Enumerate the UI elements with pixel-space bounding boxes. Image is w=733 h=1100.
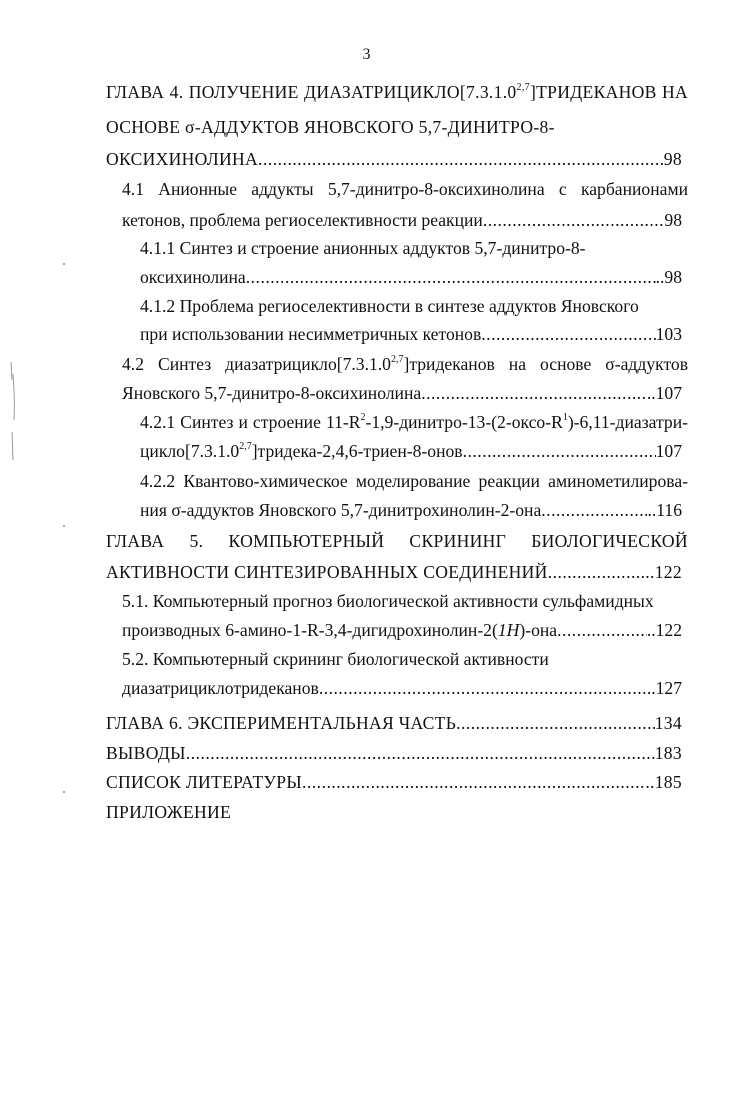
toc-section-4-1-1-line-1[interactable]: 4.1.1 Синтез и строение анионных аддуктов 5,7-динитро-8- xyxy=(140,238,586,258)
dot-leader xyxy=(541,499,647,521)
page-ref: ..116 xyxy=(647,500,682,520)
page-ref: ..127 xyxy=(646,678,682,698)
toc-chapter-4-line-1[interactable]: ГЛАВА 4. ПОЛУЧЕНИЕ ДИАЗАТРИЦИКЛО[7.3.1.0$^{2,7}$]ТРИДЕКАНОВ НА xyxy=(106,82,688,102)
dot-leader xyxy=(463,440,656,462)
toc-section-4-2-line-2[interactable]: Яновского 5,7-динитро-8-оксихинолина ..... ..107 xyxy=(122,382,682,404)
dot-leader xyxy=(548,561,641,583)
page-ref: ..122 xyxy=(646,620,682,640)
toc-section-4-1-1-line-2[interactable]: оксихинолина ..... ..98 xyxy=(140,266,682,288)
toc-section-4-2-2-line-1[interactable]: 4.2.2 Квантово-химическое моделирование реакции аминометилирова- xyxy=(140,471,688,491)
toc-conclusions[interactable]: ВЫВОДЫ ..... 183 xyxy=(106,742,682,764)
page-number: 3 xyxy=(362,46,371,63)
dot-leader xyxy=(258,148,664,170)
dot-leader xyxy=(557,619,647,641)
toc-section-5-1-line-2[interactable]: производных 6-амино-1-R-3,4-дигидрохинолин-2(1H)-она ..... ..122 xyxy=(122,619,682,641)
scan-artifact-dot xyxy=(62,262,66,266)
toc-chapter-4-line-2[interactable]: ОСНОВЕ σ-АДДУКТОВ ЯНОВСКОГО 5,7-ДИНИТРО-8- xyxy=(106,117,555,137)
toc-chapter-4-line-3[interactable]: ОКСИХИНОЛИНА ..... 98 xyxy=(106,148,682,170)
page-ref: 98 xyxy=(664,210,682,230)
page-ref: 98 xyxy=(663,149,682,169)
toc-references[interactable]: СПИСОК ЛИТЕРАТУРЫ ..... ..185 xyxy=(106,771,682,793)
dot-leader xyxy=(319,677,647,699)
page-ref: ..98 xyxy=(655,267,682,287)
toc-chapter-5-line-1[interactable]: ГЛАВА 5. КОМПЬЮТЕРНЫЙ СКРИНИНГ БИОЛОГИЧЕСКОЙ xyxy=(106,531,688,551)
dot-leader xyxy=(186,742,655,764)
scan-artifact-marks xyxy=(6,360,20,470)
toc-section-4-2-1-line-1[interactable]: 4.2.1 Синтез и строение $11-R^2-1,9-динитро-13-(2-оксо-R^1)-6,11-диазатри-$ xyxy=(140,412,688,432)
dot-leader xyxy=(421,382,647,404)
page-ref: 107 xyxy=(655,441,682,461)
scan-artifact-dot xyxy=(62,790,66,794)
toc-section-5-1-line-1[interactable]: 5.1. Компьютерный прогноз биологической активности сульфамидных xyxy=(122,591,654,611)
toc-chapter-6[interactable]: ГЛАВА 6. ЭКСПЕРИМЕНТАЛЬНАЯ ЧАСТЬ ..... 134 xyxy=(106,712,682,734)
page-ref: ...122 xyxy=(640,562,682,582)
page-ref: 183 xyxy=(654,743,682,763)
toc-section-4-1-2-line-1[interactable]: 4.1.2 Проблема региоселективности в синтезе аддуктов Яновского xyxy=(140,296,639,316)
toc-section-5-2-line-2[interactable]: диазатрициклотридеканов ..... ..127 xyxy=(122,677,682,699)
toc-section-4-2-line-1[interactable]: 4.2 Синтез диазатрицикло[7.3.1.0$^{2,7}$]тридеканов на основе σ-аддуктов xyxy=(122,354,688,374)
toc-section-4-1-line-1[interactable]: 4.1 Анионные аддукты 5,7-динитро-8-оксихинолина с карбанионами xyxy=(122,179,688,199)
toc-section-4-1-2-line-2[interactable]: при использовании несимметричных кетонов ..... 103 xyxy=(140,323,682,345)
dot-leader xyxy=(456,712,655,734)
scan-artifact-dot xyxy=(62,524,66,528)
dot-leader xyxy=(483,209,665,231)
dot-leader xyxy=(246,266,656,288)
dot-leader xyxy=(481,323,655,345)
page-ref: ..107 xyxy=(646,383,682,403)
page-ref: ..185 xyxy=(645,772,682,792)
toc-section-4-2-1-line-2[interactable]: цикло[7.3.1.0$^{2,7}$]тридека-2,4,6-триен-8-онов ..... 107 xyxy=(140,440,682,462)
toc-section-4-1-line-2[interactable]: кетонов, проблема региоселективности реакции ..... 98 xyxy=(122,209,682,231)
toc-appendix[interactable]: ПРИЛОЖЕНИЕ xyxy=(106,802,232,822)
dot-leader xyxy=(302,771,645,793)
toc-section-4-2-2-line-2[interactable]: ния σ-аддуктов Яновского 5,7-динитрохинолин-2-она ..... ..116 xyxy=(140,499,682,521)
toc-section-5-2-line-1[interactable]: 5.2. Компьютерный скрининг биологической активности xyxy=(122,649,549,669)
page-ref: 103 xyxy=(655,324,682,344)
toc-chapter-5-line-2[interactable]: АКТИВНОСТИ СИНТЕЗИРОВАННЫХ СОЕДИНЕНИЙ ..... ...122 xyxy=(106,561,682,583)
page-ref: 134 xyxy=(654,713,682,733)
